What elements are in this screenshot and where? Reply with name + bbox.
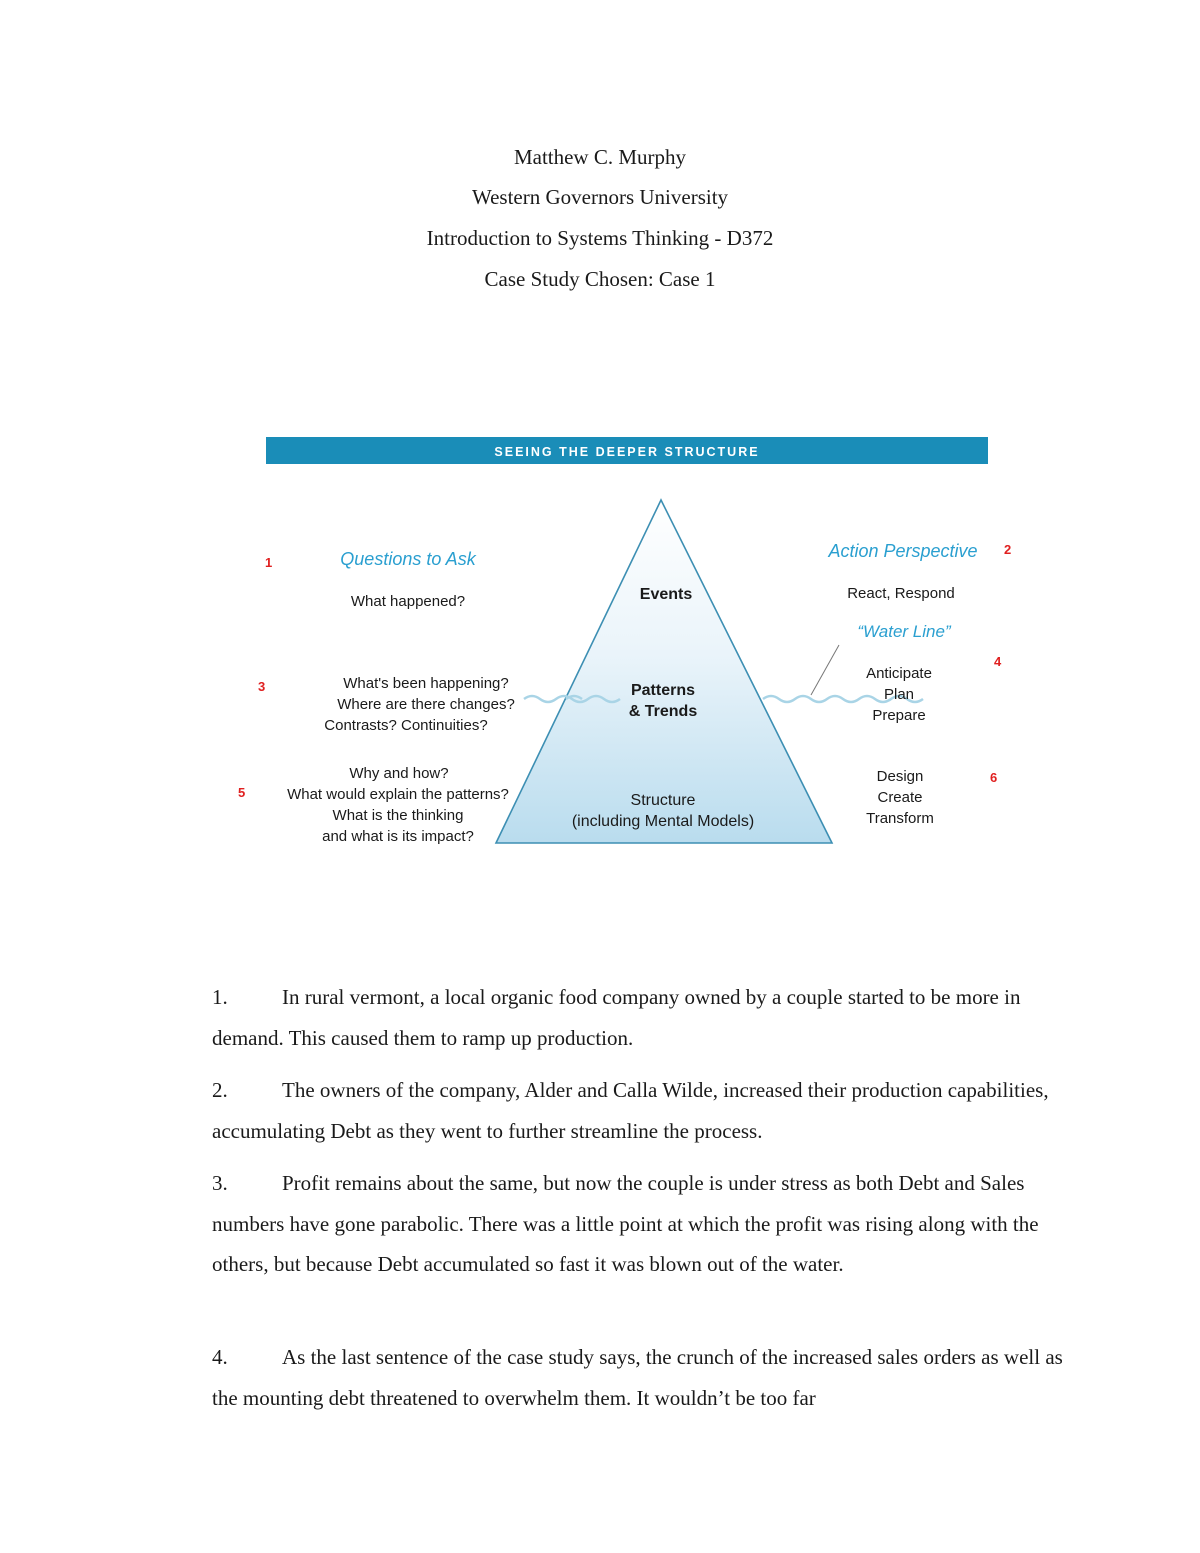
action-structure-3: Transform <box>866 810 934 827</box>
question-structure-4: and what is its impact? <box>322 828 474 845</box>
paragraph-number: 4. <box>212 1345 228 1369</box>
author-name: Matthew C. Murphy <box>513 145 687 169</box>
question-structure-1: Why and how? <box>349 765 449 782</box>
action-patterns-2: Plan <box>883 686 915 703</box>
marker-6: 6 <box>990 770 998 785</box>
action-structure-2: Create <box>877 789 923 806</box>
paragraph-2 <box>212 1070 1072 1151</box>
paragraph-1 <box>212 977 1072 1058</box>
paragraph-4 <box>212 1337 1072 1418</box>
action-patterns-3: Prepare <box>872 707 926 724</box>
paragraph-lead: In rural vermont, a local organic food company owned by a couple started to be <box>282 985 951 1009</box>
paragraph-lead: Profit remains about the same, but now the couple is under stress as both Debt and <box>282 1171 975 1195</box>
question-patterns-1: What's been happening? <box>343 675 509 692</box>
question-events: What happened? <box>350 593 466 610</box>
layer-patterns: Patterns <box>630 682 696 699</box>
iceberg-diagram <box>238 437 1012 857</box>
marker-4: 4 <box>994 654 1002 669</box>
case-study-line: Case Study Chosen: Case 1 <box>484 267 716 291</box>
action-patterns-1: Anticipate <box>866 665 932 682</box>
paragraph-rest: capabilities, accumulating Debt as they went to further streamline the process. <box>212 1078 1049 1143</box>
iceberg-svg <box>238 437 1012 857</box>
institution-name: Western Governors University <box>471 185 729 209</box>
paragraph-3 <box>212 1163 1072 1285</box>
marker-3: 3 <box>258 679 266 694</box>
question-structure-3: What is the thinking <box>332 807 464 824</box>
paragraph-lead: The owners of the company, Alder and Calla Wilde, increased their production <box>282 1078 943 1102</box>
question-structure-2: What would explain the patterns? <box>287 786 509 803</box>
layer-structure: Structure <box>630 792 696 809</box>
marker-1: 1 <box>265 555 273 570</box>
right-heading: Action Perspective <box>828 541 978 561</box>
paragraph-lead: As the last sentence of the case study says, the crunch of the increased sales <box>282 1345 919 1369</box>
layer-mental-models: (including Mental Models) <box>571 813 755 830</box>
paragraph-number: 2. <box>212 1078 228 1102</box>
action-events: React, Respond <box>847 585 955 602</box>
paragraph-rest: Sales numbers have gone parabolic. There was a little point at which the profit was rising along with the others, but because Debt accumulated so fast it was blown out of the water. <box>212 1171 1039 1276</box>
question-patterns-2: Where are there changes? <box>337 696 515 713</box>
banner-title: SEEING THE DEEPER STRUCTURE <box>494 445 760 459</box>
paragraph-number: 1. <box>212 985 228 1009</box>
marker-5: 5 <box>238 785 246 800</box>
layer-trends: & Trends <box>628 703 698 720</box>
paragraph-rest: orders as well as the mounting debt threatened to overwhelm them. It wouldn’t be too far <box>212 1345 1063 1410</box>
water-line-label: “Water Line” <box>857 622 951 641</box>
course-title: Introduction to Systems Thinking - D372 <box>426 226 774 250</box>
paragraph-rest: more in demand. This caused them to ramp up production. <box>212 985 1021 1050</box>
left-heading: Questions to Ask <box>340 549 476 569</box>
water-line-pointer <box>811 645 839 695</box>
paragraph-number: 3. <box>212 1171 228 1195</box>
layer-events: Events <box>639 586 693 603</box>
action-structure-1: Design <box>876 768 924 785</box>
marker-2: 2 <box>1004 542 1012 557</box>
question-patterns-3: Contrasts? Continuities? <box>324 717 488 734</box>
